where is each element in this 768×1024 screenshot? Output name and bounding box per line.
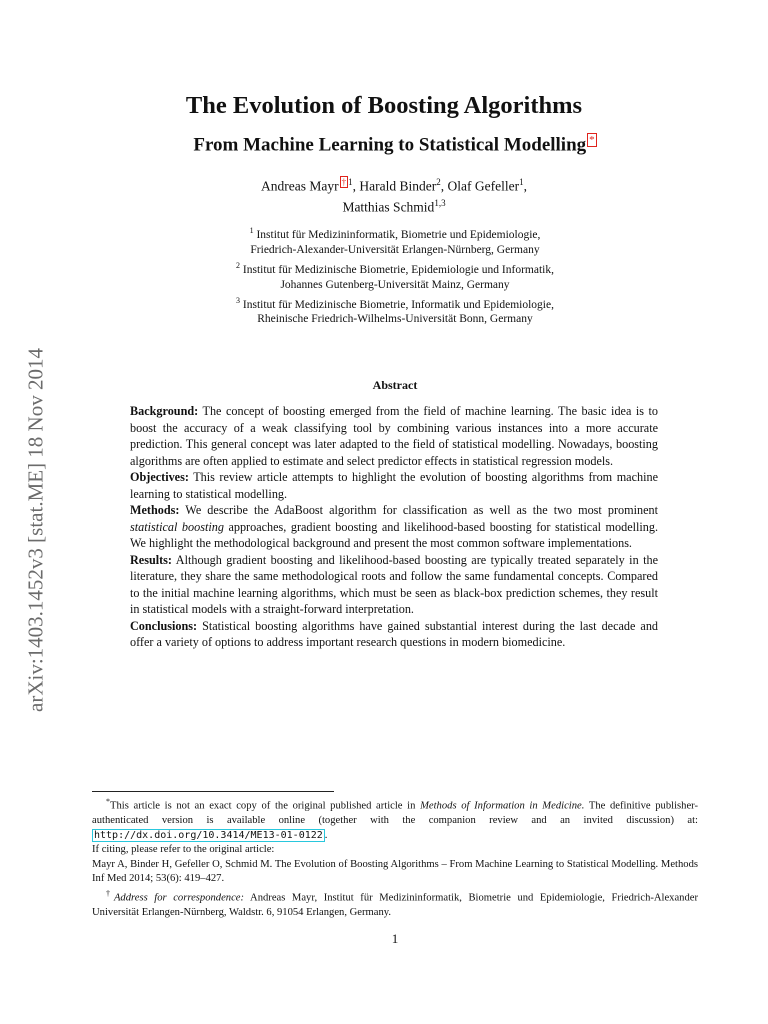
abstract-conclusions [130, 618, 658, 651]
correspondence-footnote-link[interactable]: † [341, 177, 347, 187]
emphasis-text: statistical boosting [130, 519, 224, 534]
affiliation-line: Rheinische Friedrich-Wilhelms-Universität Bonn, Germany [257, 313, 533, 326]
section-text: Although gradient boosting and likelihood-based boosting are typically treated separately in the literature, they share the same methodological roots and follow the same fundamental concepts. Compared to the initial machine learning algorithms, which must be seen as black-box prediction schemes, they result in statistical models with a straight-forward interpretation. [130, 552, 659, 616]
section-text: Statistical boosting algorithms have gained substantial interest during the last decade and offer a variety of options to address important research questions in modern biomedicine. [130, 618, 659, 649]
affiliation-line: Institut für Medizinische Biometrie, Epidemiologie und Informatik, [242, 263, 554, 276]
affiliation-item [0, 258, 768, 293]
abstract-methods [130, 502, 658, 552]
section-label: Conclusions: [130, 618, 198, 633]
journal-name: Methods of Information in Medicine. [420, 800, 585, 812]
affiliation-number: 3 [236, 295, 241, 305]
citing-instruction: If citing, please refer to the original article: [92, 844, 275, 856]
author-affiliation-mark: 2 [436, 177, 441, 187]
section-text: This review article attempts to highlight the evolution of boosting algorithms from machine learning to statistical modelling. [130, 470, 658, 501]
footnote-mark: * [106, 797, 110, 806]
author-name: Harald Binder [359, 178, 437, 194]
arxiv-identifier-stamp: arXiv:1403.1452v3 [stat.ME] 18 Nov 2014 [23, 348, 48, 712]
affiliation-list [0, 223, 768, 327]
author-name: Andreas Mayr [261, 178, 339, 194]
footnotes [92, 795, 698, 920]
affiliation-line: Johannes Gutenberg-Universität Mainz, Germany [280, 278, 510, 291]
affiliation-line: Institut für Medizinische Biometrie, Informatik und Epidemiologie, [242, 298, 554, 311]
author-affiliation-mark: 1 [348, 177, 353, 187]
author-separator: , [352, 178, 360, 194]
author-name: Matthias Schmid [342, 199, 435, 214]
footnote-article-note [92, 795, 698, 843]
doi-link[interactable]: http://dx.doi.org/10.3414/ME13-01-0122 [94, 829, 323, 841]
affiliation-line: Institut für Medizininformatik, Biometrie und Epidemiologie, [256, 228, 541, 241]
affiliation-item [0, 223, 768, 258]
abstract-objectives [130, 469, 658, 502]
author-list [0, 174, 768, 215]
author-affiliation-mark: 1 [519, 177, 524, 187]
abstract-heading: Abstract [372, 378, 418, 392]
abstract-background [130, 403, 658, 469]
abstract-results [130, 552, 658, 618]
author-name: Olaf Gefeller [447, 178, 520, 194]
footnote-label: Address for correspondence: [113, 892, 245, 904]
abstract-body [130, 403, 658, 651]
author-separator: , [440, 178, 448, 194]
paper-title: The Evolution of Boosting Algorithms [185, 92, 583, 119]
section-label: Objectives: [130, 470, 189, 484]
footnote-divider [92, 791, 334, 792]
footnote-correspondence [92, 887, 698, 921]
footnote-text: The definitive publisher-authenticated version is available online (together with the companion review and an invited discussion) at: [92, 800, 698, 827]
affiliation-item [0, 293, 768, 328]
paper-subtitle [0, 134, 768, 156]
section-label: Results: [130, 552, 172, 567]
section-text: The concept of boosting emerged from the field of machine learning. The basic idea is to boost the accuracy of a weak classifying tool by combining various instances into a more accurate prediction. This general concept was later adapted to the field of statistical modelling. Nowadays, boosting algorithms are often applied to estimate and select predictor effects in statistical regression models. [130, 404, 659, 468]
author-separator: , [523, 178, 527, 194]
section-label: Methods: [130, 503, 180, 517]
footnote-mark: † [106, 888, 114, 898]
footnote-text: Andreas Mayr, Institut für Medizininformatik, Biometrie und Epidemiologie, Friedrich-Alexander Universität Erlangen-Nürnberg, Waldstr. 6, 91054 Erlangen, Germany. [92, 892, 699, 918]
subtitle-footnote-link[interactable]: * [589, 134, 595, 146]
affiliation-number: 2 [236, 260, 241, 270]
page-number: 1 [391, 931, 399, 946]
author-affiliation-mark: 1,3 [434, 197, 446, 208]
footnote-text: This article is not an exact copy of the original published article in [110, 800, 416, 812]
affiliation-number: 1 [249, 226, 254, 235]
section-text: We describe the AdaBoost algorithm for classification as well as the two most prominent [185, 503, 658, 517]
subtitle-text: From Machine Learning to Statistical Modelling [193, 134, 587, 156]
section-text: approaches, gradient boosting and likelihood-based boosting for statistical modelling. We highlight the methodological background and present the most common software implementations. [130, 519, 658, 550]
section-label: Background: [130, 404, 199, 418]
affiliation-line: Friedrich-Alexander-Universität Erlangen-Nürnberg, Germany [250, 243, 540, 256]
footnote-text: . [324, 829, 328, 841]
citation: Mayr A, Binder H, Gefeller O, Schmid M. The Evolution of Boosting Algorithms – From Machine Learning to Statistical Modelling. Methods Inf Med 2014; 53(6): 419–427. [92, 858, 698, 885]
